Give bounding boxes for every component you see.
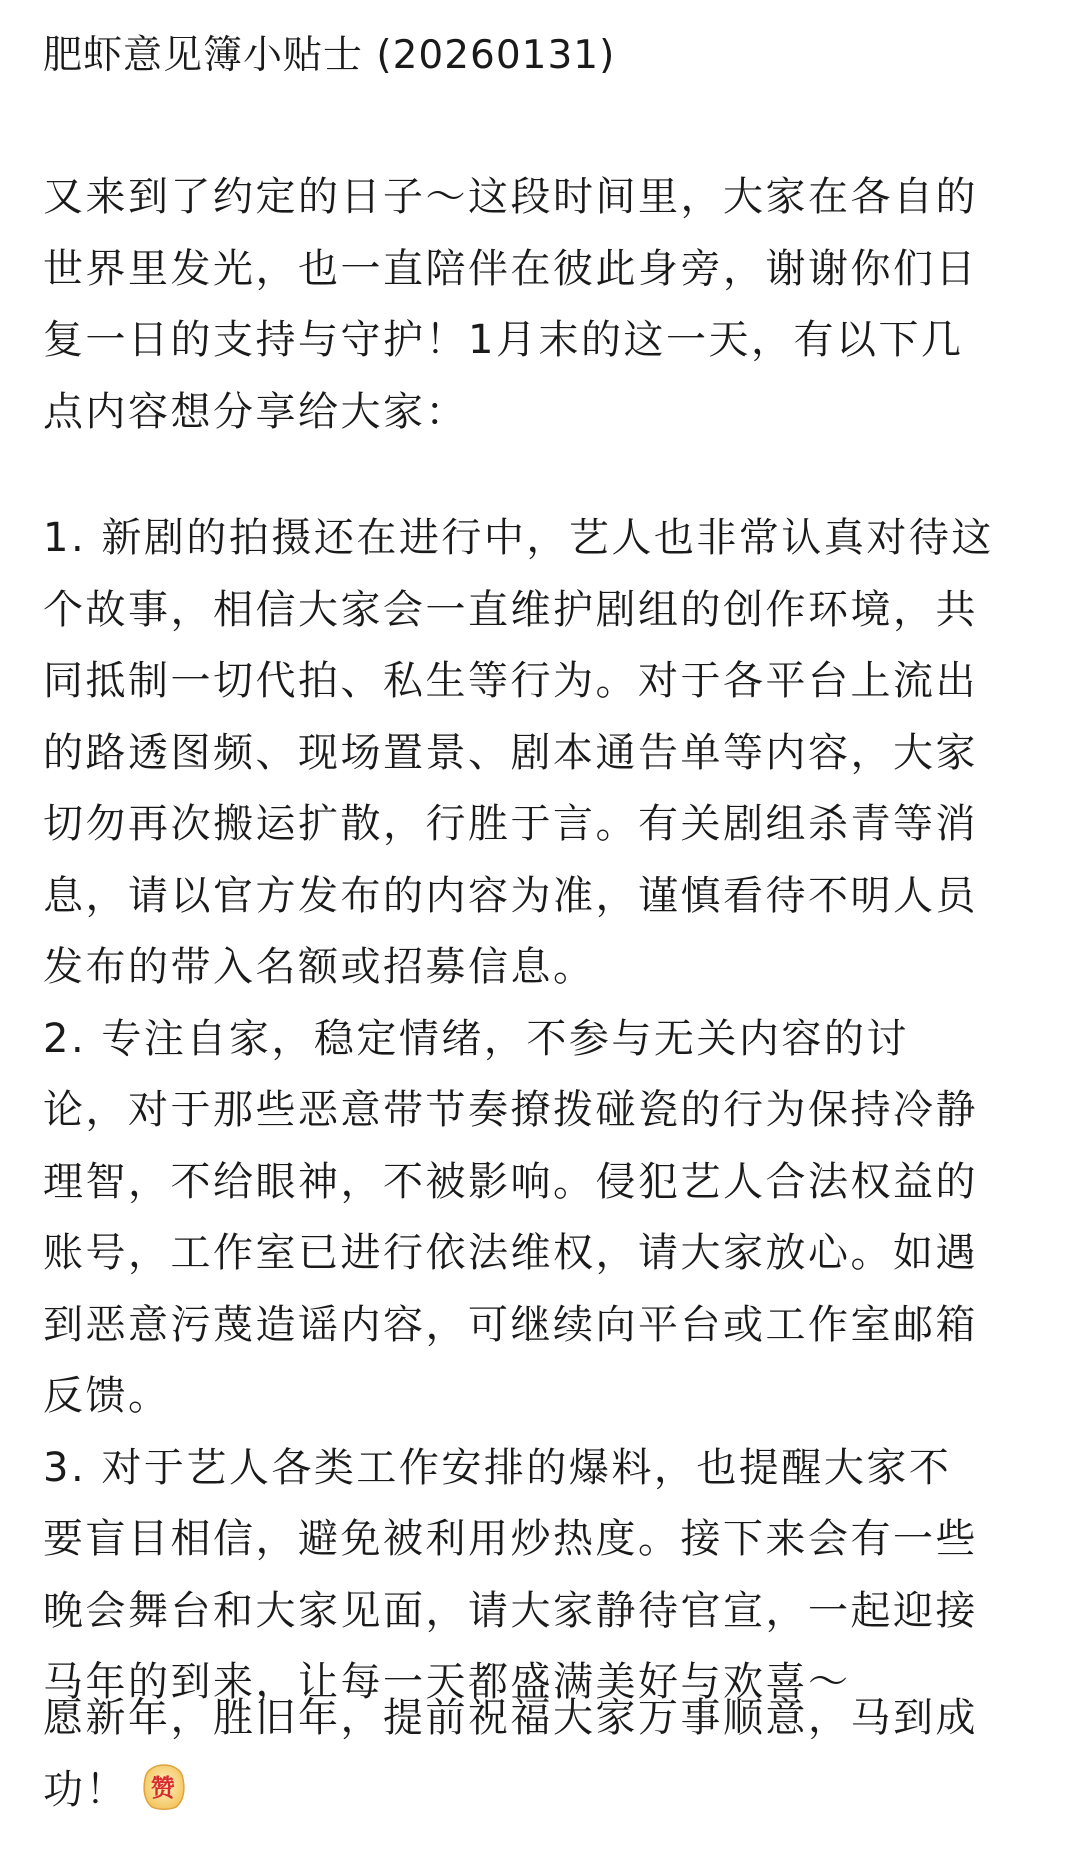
point-1-line: 切勿再次搬运扩散，行胜于言。有关剧组杀青等消 <box>43 801 978 847</box>
zan-emoji-svg <box>142 1763 186 1811</box>
closing-paragraph <box>43 1683 978 1826</box>
point-2-line: 反馈。 <box>43 1373 171 1419</box>
closing-text: 功！ <box>43 1766 128 1813</box>
point-3-line: 3. 对于艺人各类工作安排的爆料，也提醒大家不 <box>43 1444 952 1491</box>
text-line: 复一日的支持与守护！1月末的这一天，有以下几 <box>43 317 964 363</box>
point-3-line: 要盲目相信，避免被利用炒热度。接下来会有一些 <box>43 1516 978 1562</box>
point-1-line: 息，请以官方发布的内容为准，谨慎看待不明人员 <box>43 872 978 919</box>
closing-line <box>43 1755 978 1827</box>
zan-praise-emoji-icon <box>142 1763 186 1811</box>
point-3-line: 晚会舞台和大家见面，请大家静待官宣，一起迎接 <box>43 1587 978 1634</box>
text-line: 世界里发光，也一直陪伴在彼此身旁，谢谢你们日 <box>43 245 978 292</box>
text-line: 又来到了约定的日子～这段时间里，大家在各自的 <box>43 174 978 220</box>
point-2-line: 到恶意污蔑造谣内容，可继续向平台或工作室邮箱 <box>43 1301 978 1348</box>
points-list <box>43 503 994 1719</box>
point-1-line: 发布的带入名额或招募信息。 <box>43 944 596 990</box>
closing-line: 愿新年，胜旧年，提前祝福大家万事顺意，马到成 <box>43 1695 978 1741</box>
intro-paragraph <box>43 162 978 448</box>
point-1-line: 同抵制一切代拍、私生等行为。对于各平台上流出 <box>43 658 978 704</box>
document-title: 肥虾意见簿小贴士 (20260131) <box>43 33 616 78</box>
point-2-line: 2. 专注自家，稳定情绪，不参与无关内容的讨 <box>43 1015 909 1062</box>
text-line: 点内容想分享给大家： <box>43 388 468 435</box>
point-2-line: 账号，工作室已进行依法维权，请大家放心。如遇 <box>43 1230 978 1276</box>
point-3-line: 马年的到来，让每一天都盛满美好与欢喜～ <box>43 1659 851 1705</box>
point-1-line: 1. 新剧的拍摄还在进行中，艺人也非常认真对待这 <box>43 515 994 561</box>
zan-glyph: 赞 <box>150 1773 178 1802</box>
point-2-line: 理智，不给眼神，不被影响。侵犯艺人合法权益的 <box>43 1158 978 1205</box>
point-2-line: 论，对于那些恶意带节奏撩拨碰瓷的行为保持冷静 <box>43 1087 978 1133</box>
point-1-line: 的路透图频、现场置景、剧本通告单等内容，大家 <box>43 729 978 776</box>
point-1-line: 个故事，相信大家会一直维护剧组的创作环境，共 <box>43 586 978 633</box>
